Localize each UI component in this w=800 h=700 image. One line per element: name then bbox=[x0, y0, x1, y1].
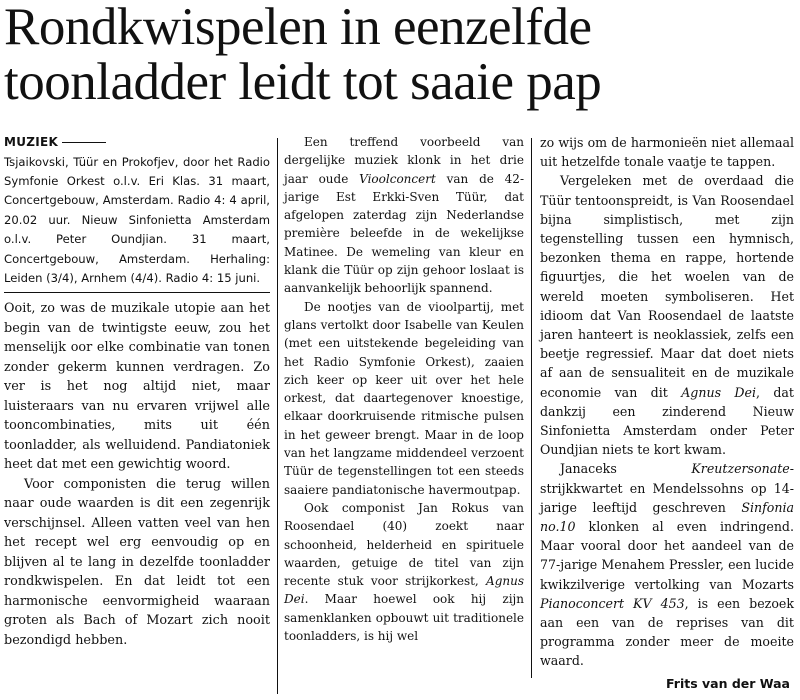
work-title: Kreutzersonate bbox=[691, 461, 790, 477]
section-label-rule bbox=[62, 142, 106, 143]
section-label bbox=[4, 133, 270, 153]
section-label-text: MUZIEK bbox=[4, 135, 59, 149]
paragraph: zo wijs om de harmonieën niet allemaal uit hetzelfde tonale vaatje te tappen. bbox=[540, 135, 794, 170]
text-run: Vergeleken met de overdaad die Tüür tentoonspreidt, is Van Roosendael bijna simplistisch, met zijn tegenstelling tussen een hymnisch, bezonken thema en rappe, hortende figuurtjes, die het woelen van de wereld moeten symboliseren. Het idioom dat Van Roosendael de laatste jaren hanteert is neoklassiek, zelfs een beetje regressief. Maar dat doet niets af aan de sensualiteit en de muzikale economie van dit bbox=[540, 173, 794, 400]
headline-line-2: toonladder leidt tot saaie pap bbox=[4, 53, 602, 111]
work-title: Agnus Dei bbox=[681, 384, 756, 400]
text-run: klonken al even indringend. Maar vooral door het aandeel van de 77-jarige Menahem Pressler, een lucide kwikzilverige vertolking van Mozarts bbox=[540, 519, 794, 592]
work-title: Pianoconcert KV 453 bbox=[540, 595, 685, 611]
concert-info: Tsjaikovski, Tüür en Prokofjev, door het Radio Symfonie Orkest o.l.v. Eri Klas. 31 maart, Concertgebouw, Amsterdam. Radio 4: 4 april, 20.02 uur. Nieuw Sinfonietta Amsterdam o.l.v. Peter Oundjian. 31 maart, Concertgebouw, Amsterdam. Herhaling: Leiden (3/4), Arnhem (4/4). Radio 4: 15 juni. bbox=[4, 154, 270, 285]
text-run: -strijkkwartet en Mendelssohns op 14-jarige leeftijd geschreven bbox=[540, 461, 794, 515]
text-run: , dat dankzij een zinderend Nieuw Sinfonietta Amsterdam onder Peter Oundjian niets te kort kwam. bbox=[540, 384, 794, 458]
text-run: Een treffend voorbeeld van dergelijke muziek klonk in het drie jaar oude bbox=[284, 135, 524, 186]
headline bbox=[4, 0, 796, 110]
paragraph bbox=[540, 171, 794, 459]
text-run: Ook componist Jan Rokus van Roosendael (40) zoekt naar schoonheid, helderheid en spirituele waarden, getuige de titel van zijn recente stuk voor strijkorkest, bbox=[284, 500, 524, 589]
text-run: Janaceks bbox=[560, 461, 692, 477]
paragraph: De nootjes van de vioolpartij, met glans vertolkt door Isabelle van Keulen (met een uitstekende begeleiding van het Radio Symfonie Orkest), zaaien zich keer op keer uit over het hele orkest, dat daartegenover knoestige, elkaar doorkruisende ritmische pulsen in het geweer brengt. Maar in de loop van het langzame middendeel verzoent Tüür de tegenstellingen tot een steeds saaiere pandiatonische havermoutpap. bbox=[284, 299, 524, 497]
paragraph: Voor componisten die terug willen naar oude waarden is dit een zegenrijk verschijnsel. Alleen vatten veel van hen het recept wel erg eenvoudig op en blijven al te lang in dezelfde toonladder rondkwispelen. En dat leidt tot een harmonische eenvormigheid waaraan groten als Bach of Mozart zich nooit bezondigd hebben. bbox=[4, 476, 270, 648]
column-divider-1 bbox=[277, 138, 278, 694]
info-box bbox=[4, 133, 270, 293]
text-run: , is een bezoek aan een van de reprises van dit programma zonder meer de moeite waard. bbox=[540, 595, 794, 669]
text-run: van de 42-jarige Est Erkki-Sven Tüür, dat afgelopen zaterdag zijn Nederlandse première beleefde in de wekelijkse Matinee. De wemeling van kleur en klank die Tüür op zijn gehoor loslaat is aanvankelijk behoorlijk spannend. bbox=[284, 171, 524, 296]
column-divider-2 bbox=[531, 138, 532, 678]
work-title: Sinfonia no.10 bbox=[540, 499, 794, 535]
column-3 bbox=[540, 133, 794, 671]
column-2 bbox=[284, 133, 524, 645]
paragraph bbox=[284, 499, 524, 645]
text-run: . Maar hoewel ook hij zijn samenklanken opbouwt uit traditionele toonladders, is hij wel bbox=[284, 592, 524, 644]
column-1 bbox=[4, 133, 270, 650]
author-byline: Frits van der Waa bbox=[666, 676, 790, 691]
paragraph bbox=[284, 133, 524, 298]
headline-line-1: Rondkwispelen in eenzelfde bbox=[4, 0, 592, 56]
work-title: Vioolconcert bbox=[359, 171, 436, 186]
work-title: Agnus Dei bbox=[284, 574, 524, 607]
paragraph: Ooit, zo was de muzikale utopie aan het begin van de twintigste eeuw, zou het menselijk oor elke combinatie van tonen zonder gekerm kunnen verdragen. Zo ver is het nog altijd niet, maar luisteraars van nu ervaren vrijwel alle tooncombinaties, mits uit één toonladder, als welluidend. Pandiatoniek heet dat met een gewichtig woord. bbox=[4, 301, 270, 473]
paragraph bbox=[540, 459, 794, 670]
